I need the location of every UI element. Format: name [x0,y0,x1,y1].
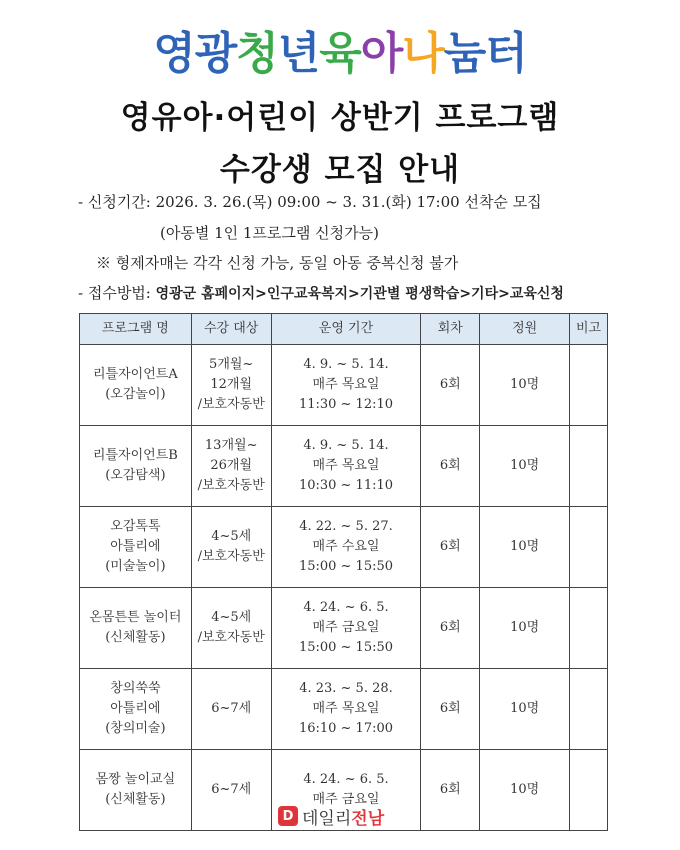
program-name-cell-line: 창의쑥쑥 [110,681,161,696]
period-cell-line: 11:30 ~ 12:10 [298,397,394,412]
period-cell-line: 매주 목요일 [312,458,380,473]
brand-title [0,26,680,82]
table-row [80,345,608,426]
capacity-cell: 10명 [480,750,570,831]
target-cell [191,507,271,588]
target-cell-line: 6~7세 [211,701,252,716]
period-cell-line: 4. 24. ~ 6. 5. [303,600,389,615]
header-target: 수강 대상 [191,314,271,345]
target-cell-line: 4~5세 [211,529,252,544]
header-program-name: 프로그램 명 [80,314,192,345]
target-cell-line: 13개월~ [204,438,258,453]
period-cell [271,507,421,588]
table-row [80,669,608,750]
period-cell-line: 4. 9. ~ 5. 14. [303,357,389,372]
program-table [79,313,608,831]
watermark-name [302,804,384,829]
program-name-cell-line: 오감톡톡 [110,519,161,534]
program-name-cell [80,345,192,426]
target-cell-line: 5개월~ [209,357,254,372]
period-cell-line: 10:30 ~ 11:10 [298,478,394,493]
sessions-cell: 6회 [421,750,480,831]
target-cell-line: 12개월 [210,377,253,392]
note-cell [570,345,608,426]
program-name-cell [80,507,192,588]
program-name-cell [80,588,192,669]
header-note: 비고 [570,314,608,345]
program-name-cell [80,750,192,831]
period-cell-line: 4. 24. ~ 6. 5. [303,772,389,787]
header-capacity: 정원 [480,314,570,345]
sessions-cell: 6회 [421,669,480,750]
brand-part: 나 [402,28,444,79]
target-cell-line: 6~7세 [211,782,252,797]
table-row [80,426,608,507]
target-cell [191,669,271,750]
brand-part: 육 [319,28,361,79]
period-cell-line: 매주 금요일 [312,620,380,635]
note-cell [570,750,608,831]
sessions-cell: 6회 [421,588,480,669]
sessions-cell: 6회 [421,426,480,507]
period-cell-line: 매주 목요일 [312,377,380,392]
program-name-cell-line: 리틀자이언트A [93,367,178,382]
application-period: - 신청기간: 2026. 3. 26.(목) 09:00 ~ 3. 31.(화) 17:00 선착순 모집 [78,193,542,211]
target-cell [191,588,271,669]
method-label: - 접수방법: [78,284,156,302]
recruit-title: 수강생 모집 안내 [219,152,461,188]
period-cell-line: 4. 22. ~ 5. 27. [299,519,393,534]
program-name-cell-line: 아틀리에 [110,539,161,554]
period-cell-line: 매주 수요일 [312,539,380,554]
sibling-note: ※ 형제자매는 각각 신청 가능, 동일 아동 중복신청 불가 [96,254,459,272]
period-cell-line: 15:00 ~ 15:50 [298,559,394,574]
period-cell-line: 4. 23. ~ 5. 28. [299,681,393,696]
capacity-cell: 10명 [480,345,570,426]
program-name-cell-line: (창의미술) [105,721,166,736]
period-cell [271,426,421,507]
period-cell-line: 매주 목요일 [312,701,380,716]
program-name-cell-line: (신체활동) [105,792,166,807]
brand-part: 아 [360,28,403,79]
sessions-cell: 6회 [421,345,480,426]
program-name-cell-line: 온몸튼튼 놀이터 [89,610,182,625]
period-cell-line: 15:00 ~ 15:50 [298,640,394,655]
target-cell-line: 4~5세 [211,610,252,625]
program-name-cell [80,669,192,750]
note-cell [570,507,608,588]
target-cell-line: /보호자동반 [197,397,265,412]
target-cell [191,426,271,507]
watermark-logo-icon: D [278,806,298,826]
period-cell [271,669,421,750]
watermark-name-accent: 전남 [351,808,385,829]
period-cell-line: 16:10 ~ 17:00 [298,721,394,736]
target-cell [191,750,271,831]
capacity-cell: 10명 [480,669,570,750]
note-cell [570,669,608,750]
sessions-cell: 6회 [421,507,480,588]
target-cell-line: 26개월 [210,458,253,473]
target-cell-line: /보호자동반 [197,549,265,564]
application-method [78,282,564,303]
program-title: 영유아·어린이 상반기 프로그램 [120,100,560,136]
brand-part: 년 [277,28,320,79]
capacity-cell: 10명 [480,588,570,669]
brand-part: 청 [236,28,278,79]
program-name-cell-line: 몸짱 놀이교실 [95,772,176,787]
limit-note: (아동별 1인 1프로그램 신청가능) [160,224,379,242]
capacity-cell: 10명 [480,426,570,507]
target-cell-line: /보호자동반 [197,630,265,645]
program-name-cell-line: (신체활동) [105,630,166,645]
header-sessions: 회차 [421,314,480,345]
period-cell [271,588,421,669]
watermark-name-plain: 데일리 [302,808,352,829]
brand-part: 눔터 [443,28,527,79]
target-cell-line: /보호자동반 [197,478,265,493]
period-cell [271,345,421,426]
program-name-cell-line: (오감탐색) [105,468,166,483]
table-row [80,588,608,669]
table-row [80,507,608,588]
table-header-row [80,314,608,345]
period-cell-line: 매주 금요일 [312,792,380,807]
header-period: 운영 기간 [271,314,421,345]
program-name-cell [80,426,192,507]
target-cell [191,345,271,426]
capacity-cell: 10명 [480,507,570,588]
note-cell [570,426,608,507]
program-name-cell-line: (미술놀이) [105,559,166,574]
program-name-cell-line: (오감놀이) [105,387,166,402]
brand-part: 영광 [153,28,237,79]
method-path: 영광군 홈페이지>인구교육복지>기관별 평생학습>기타>교육신청 [155,286,564,302]
program-name-cell-line: 리틀자이언트B [92,448,178,463]
period-cell-line: 4. 9. ~ 5. 14. [303,438,389,453]
program-name-cell-line: 아틀리에 [110,701,161,716]
watermark [278,802,384,830]
note-cell [570,588,608,669]
